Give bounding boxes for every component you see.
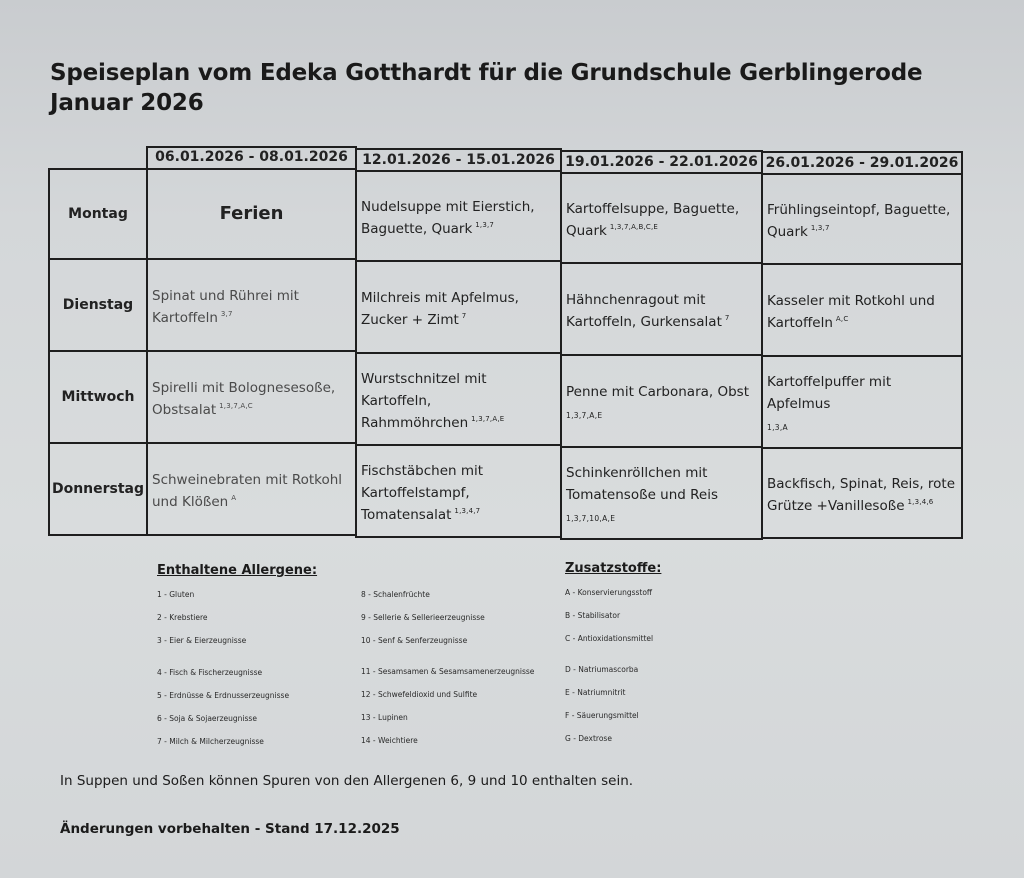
allergen-codes: 1,3,7 [475,221,495,229]
allergen-codes: 1,3,4,6 [907,498,934,506]
allergen-codes: 1,3,7 [810,224,830,232]
meal-cell [761,263,963,357]
meal-cell [355,260,562,354]
legend-item: 9 - Sellerie & Sellerieerzeugnisse [361,613,485,622]
title-line-1: Speiseplan vom Edeka Gotthardt für die Grundschule Gerblingerode [50,60,923,86]
legend-item: 13 - Lupinen [361,713,408,722]
meal-text: Hähnchenragout mit Kartoffeln, Gurkensalat [566,292,722,330]
week-header: 19.01.2026 - 22.01.2026 [560,150,763,174]
meal-cell-holiday: Ferien [146,168,357,260]
meal-cell [146,442,357,536]
meal-cell [560,354,763,448]
meal-text: Kartoffelsuppe, Baguette, Quark [566,201,740,239]
meal-cell [355,444,562,538]
week-header: 12.01.2026 - 15.01.2026 [355,148,562,172]
additives-heading: Zusatzstoffe: [565,561,662,576]
meal-cell [146,350,357,444]
traces-note: In Suppen und Soßen können Spuren von den Allergenen 6, 9 und 10 enthalten sein. [60,773,634,789]
meal-text: Milchreis mit Apfelmus, Zucker + Zimt [361,290,519,328]
meal-text: Penne mit Carbonara, Obst [566,384,749,400]
week-header: 26.01.2026 - 29.01.2026 [761,151,963,175]
day-label-dienstag: Dienstag [48,258,148,352]
allergens-heading: Enthaltene Allergene: [157,563,318,578]
legend-item: 12 - Schwefeldioxid und Sulfite [361,690,478,699]
meal-cell [355,352,562,446]
legend-item: 6 - Soja & Sojaerzeugnisse [157,714,257,723]
allergen-codes: 1,3,4,7 [454,507,481,515]
legend-item: G - Dextrose [565,734,612,743]
allergen-codes: A [231,494,237,502]
meal-text: Spirelli mit Bolognesesoße, Obstsalat [152,380,336,418]
legend-item: 5 - Erdnüsse & Erdnusserzeugnisse [157,691,290,700]
meal-text: Schinkenröllchen mit Tomatensoße und Reis [566,465,719,503]
day-label-mittwoch: Mittwoch [48,350,148,444]
footer-status: Änderungen vorbehalten - Stand 17.12.2025 [60,821,400,837]
week-header: 06.01.2026 - 08.01.2026 [146,146,357,170]
meal-cell [761,447,963,539]
allergen-codes: 1,3,A [767,423,788,432]
title-line-2: Januar 2026 [50,90,204,116]
allergen-codes: 1,3,7,A,E [471,415,505,423]
legend-item: 4 - Fisch & Fischerzeugnisse [157,668,263,677]
meal-text: Kasseler mit Rotkohl und Kartoffeln [767,293,935,331]
meal-cell [560,172,763,264]
allergen-codes: 1,3,7,A,E [566,411,603,420]
legend-item: E - Natriumnitrit [565,688,626,697]
allergen-codes: A,C [835,315,849,323]
legend-item: B - Stabilisator [565,611,621,620]
page-title [50,58,922,118]
meal-text: Nudelsuppe mit Eierstich, Baguette, Quark [361,199,535,237]
legend-item: 10 - Senf & Senferzeugnisse [361,636,468,645]
meal-cell [560,262,763,356]
meal-text: Frühlingseintopf, Baguette, Quark [767,202,951,240]
allergen-codes: 7 [724,314,730,322]
legend-item: 14 - Weichtiere [361,736,418,745]
meal-text: Fischstäbchen mit Kartoffelstampf, Tomatensalat [361,463,484,523]
legend-item: 1 - Gluten [157,590,195,599]
meal-cell [355,170,562,262]
day-label-montag: Montag [48,168,148,260]
legend-item: D - Natriumascorba [565,665,639,674]
legend-item: F - Säuerungsmittel [565,711,639,720]
meal-cell [146,258,357,352]
meal-text: Kartoffelpuffer mit Apfelmus [767,374,892,412]
meal-cell [560,446,763,540]
legend-item: 8 - Schalenfrüchte [361,590,430,599]
legend-item: 3 - Eier & Eierzeugnisse [157,636,247,645]
allergen-codes: 3,7 [220,310,233,318]
allergen-codes: 7 [461,312,467,320]
meal-text: Wurstschnitzel mit Kartoffeln, Rahmmöhrchen [361,371,487,431]
meal-cell [761,173,963,265]
legend-item: 11 - Sesamsamen & Sesamsamenerzeugnisse [361,667,535,676]
legend-item: A - Konservierungsstoff [565,588,653,597]
meal-text: Spinat und Rührei mit Kartoffeln [152,288,299,326]
legend-item: C - Antioxidationsmittel [565,634,654,643]
day-label-donnerstag: Donnerstag [48,442,148,536]
meal-cell [761,355,963,449]
meal-text: Schweinebraten mit Rotkohl und Klößen [152,472,343,510]
legend-item: 2 - Krebstiere [157,613,208,622]
allergen-codes: 1,3,7,A,C [219,402,253,410]
allergen-codes: 1,3,7,A,B,C,E [609,223,659,231]
legend-item: 7 - Milch & Milcherzeugnisse [157,737,264,746]
allergen-codes: 1,3,7,10,A,E [566,514,616,523]
meal-text: Backfisch, Spinat, Reis, rote Grütze +Vanillesoße [767,476,956,514]
